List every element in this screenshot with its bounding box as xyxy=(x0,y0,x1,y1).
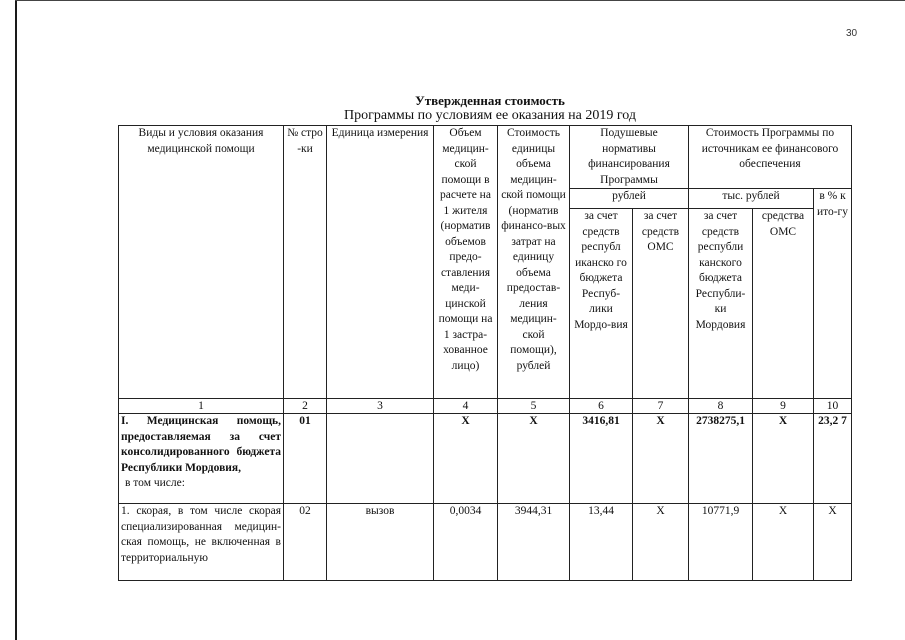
row-name: I. Медицинская помощь, предоставляемая за счет консолидированного бюджета Республики Мордовия, xyxy=(121,415,281,474)
header-row-1 xyxy=(119,126,852,189)
page-number: 30 xyxy=(846,28,858,39)
header-total-oms: средства ОМС xyxy=(753,209,814,399)
header-per-capita-oms: за счет средств ОМС xyxy=(633,209,689,399)
row-total-budget: 10771,9 xyxy=(689,504,753,581)
header-unit-cost: Стоимость единицы объема медицин-ской помощи (норматив финансо-вых затрат на единицу объема предостав-ления медицин-ской помощи), рублей xyxy=(498,126,570,399)
header-percent: в % к ито-гу xyxy=(814,189,852,399)
column-number: 5 xyxy=(498,399,570,414)
column-number-row xyxy=(119,399,852,414)
page-title: Утвержденная стоимость xyxy=(415,93,565,108)
row-unit: вызов xyxy=(327,504,434,581)
row-per-capita-budget: 13,44 xyxy=(570,504,633,581)
header-volume: Объем медицин-ской помощи в расчете на 1 жителя (норматив объемов предо-ставления меди-цинской помощи на 1 застра-хованное лицо) xyxy=(434,126,498,399)
column-number: 1 xyxy=(119,399,284,414)
row-per-capita-oms: X xyxy=(633,504,689,581)
header-per-capita-unit: рублей xyxy=(570,189,689,209)
header-program-cost-unit: тыс. рублей xyxy=(689,189,814,209)
header-kind-of-care: Виды и условия оказания медицинской помощи xyxy=(119,126,284,399)
row-name-suffix: в том числе: xyxy=(125,477,185,489)
column-number: 2 xyxy=(284,399,327,414)
row-total-oms: X xyxy=(753,414,814,504)
row-unit-cost: X xyxy=(498,414,570,504)
scan-edge-top xyxy=(15,0,905,1)
table-row xyxy=(119,504,852,581)
row-name: 1. скорая, в том числе скорая специализированная медицин-ская помощь, не включенная в территориальную xyxy=(119,504,284,581)
row-percent: 23,2 7 xyxy=(814,414,852,504)
table-row xyxy=(119,414,852,504)
page-subtitle: Программы по условиям ее оказания на 2019 год xyxy=(343,108,636,123)
cost-table xyxy=(118,125,852,581)
row-name-cell xyxy=(119,414,284,504)
row-total-budget: 2738275,1 xyxy=(689,414,753,504)
column-number: 4 xyxy=(434,399,498,414)
column-number: 9 xyxy=(753,399,814,414)
row-line-number: 01 xyxy=(284,414,327,504)
row-line-number: 02 xyxy=(284,504,327,581)
header-per-capita-budget: за счет средств республ иканско го бюджета Респуб-лики Мордо-вия xyxy=(570,209,633,399)
column-number: 8 xyxy=(689,399,753,414)
row-per-capita-budget: 3416,81 xyxy=(570,414,633,504)
row-per-capita-oms: X xyxy=(633,414,689,504)
header-line-number: № стро -ки xyxy=(284,126,327,399)
row-unit-cost: 3944,31 xyxy=(498,504,570,581)
column-number: 3 xyxy=(327,399,434,414)
row-total-oms: X xyxy=(753,504,814,581)
row-unit xyxy=(327,414,434,504)
column-number: 10 xyxy=(814,399,852,414)
header-program-cost-group: Стоимость Программы по источникам ее финансового обеспечения xyxy=(689,126,852,189)
row-volume: X xyxy=(434,414,498,504)
header-total-budget: за счет средств республи канского бюджета Республи-ки Мордовия xyxy=(689,209,753,399)
header-per-capita-group: Подушевые нормативы финансирования Программы xyxy=(570,126,689,189)
column-number: 7 xyxy=(633,399,689,414)
column-number: 6 xyxy=(570,399,633,414)
header-unit: Единица измерения xyxy=(327,126,434,399)
row-percent: X xyxy=(814,504,852,581)
row-volume: 0,0034 xyxy=(434,504,498,581)
